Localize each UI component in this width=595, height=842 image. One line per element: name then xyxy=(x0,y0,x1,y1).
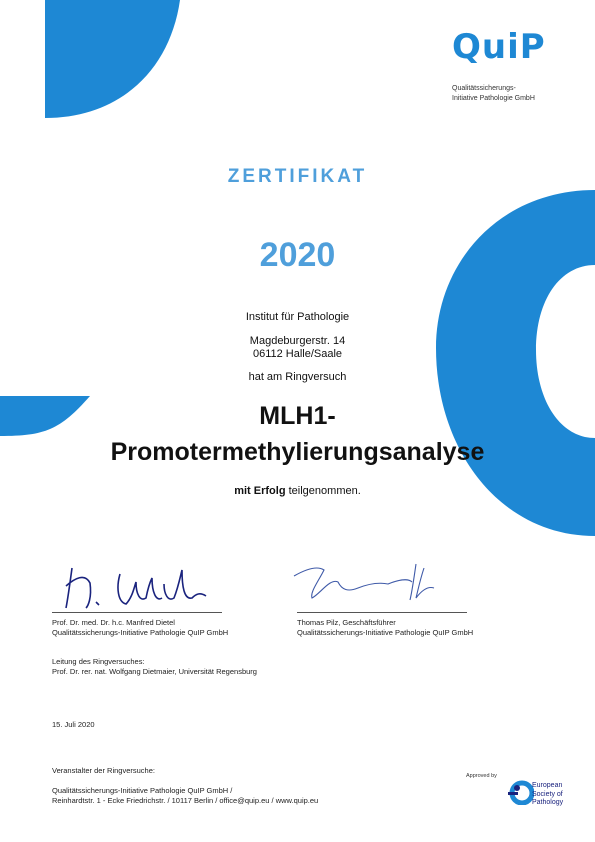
left-signatory-name: Prof. Dr. med. Dr. h.c. Manfred Dietel xyxy=(52,618,175,627)
esp-name-line2: Society of xyxy=(532,790,563,798)
institution-name: Institut für Pathologie xyxy=(245,311,350,323)
quip-logo-subtitle xyxy=(452,84,535,103)
trial-lead-block xyxy=(52,657,257,677)
right-signatory xyxy=(297,618,473,638)
institution-address xyxy=(0,335,595,361)
right-signatory-name: Thomas Pilz, Geschäftsführer xyxy=(297,618,396,627)
esp-name xyxy=(532,782,563,808)
intro-text: hat am Ringversuch xyxy=(248,371,347,383)
organizer-line2: Reinhardtstr. 1 - Ecke Friedrichstr. / 10117 Berlin / office@quip.eu / www.quip.eu xyxy=(52,796,319,805)
address-city: 06112 Halle/Saale xyxy=(252,348,343,360)
organizer-info xyxy=(52,786,318,806)
title-line1: MLH1- xyxy=(259,402,336,430)
certificate-heading: ZERTIFIKAT xyxy=(227,166,368,187)
esp-logo-icon xyxy=(508,779,534,805)
success-text xyxy=(0,485,595,497)
trial-lead-name: Prof. Dr. rer. nat. Wolfgang Dietmaier, Universität Regensburg xyxy=(52,667,257,676)
success-rest: teilgenommen. xyxy=(285,485,361,497)
esp-name-line3: Pathology xyxy=(532,799,564,806)
left-signatory-org: Qualitätssicherungs-Initiative Pathologie QuIP GmbH xyxy=(52,628,229,637)
right-signature-line xyxy=(297,612,467,613)
organizer-line1: Qualitätssicherungs-Initiative Pathologie QuIP GmbH / xyxy=(52,786,233,795)
success-bold: mit Erfolg xyxy=(234,485,286,497)
organizer-label: Veranstalter der Ringversuche: xyxy=(52,766,155,775)
approved-by-label: Approved by xyxy=(466,773,497,779)
title-line2: Promotermethylierungsanalyse xyxy=(110,438,485,466)
left-signature-image xyxy=(60,558,220,614)
ring-trial-title xyxy=(0,398,595,470)
logo-subtitle-line1: Qualitätssicherungs- xyxy=(452,85,516,92)
certificate-date: 15. Juli 2020 xyxy=(52,720,95,729)
left-signatory xyxy=(52,618,228,638)
esp-name-line1: European xyxy=(532,782,563,789)
right-signatory-org: Qualitätssicherungs-Initiative Pathologie QuIP GmbH xyxy=(297,628,474,637)
right-signature-image xyxy=(288,558,448,608)
certificate-year: 2020 xyxy=(259,236,336,274)
trial-lead-label: Leitung des Ringversuches: xyxy=(52,657,145,666)
logo-subtitle-line2: Initiative Pathologie GmbH xyxy=(452,94,535,102)
address-street: Magdeburgerstr. 14 xyxy=(249,335,346,347)
top-left-arc-shape xyxy=(45,0,180,118)
left-signature-line xyxy=(52,612,222,613)
quip-logo-wordmark: QuiP xyxy=(452,27,546,67)
